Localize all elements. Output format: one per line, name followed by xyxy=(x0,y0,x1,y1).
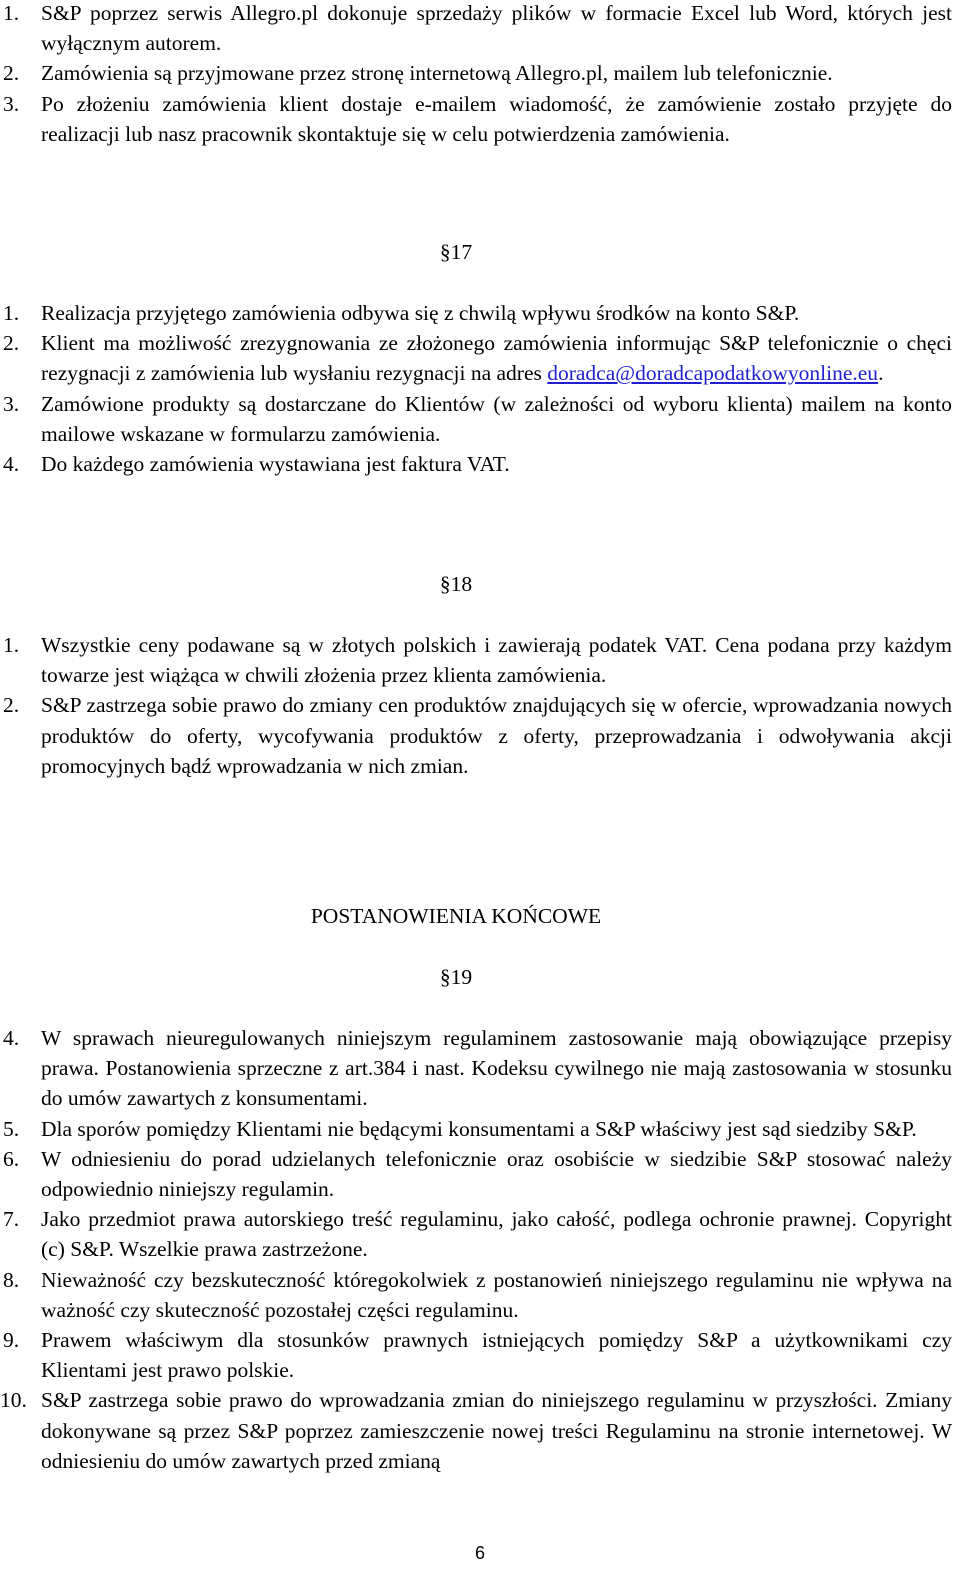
item-text: Nieważność czy bezskuteczność któregokolwiek z postanowień niniejszego regulaminu nie wpływa na ważność czy skuteczność pozostałej części regulaminu. xyxy=(41,1267,952,1322)
item-text: Zamówione produkty są dostarczane do Klientów (w zależności od wyboru klienta) mailem na konto mailowe wskazane w formularzu zamówienia. xyxy=(41,391,952,446)
item-number: 4. xyxy=(3,452,20,477)
email-link[interactable]: doradca@doradcapodatkowyonline.eu xyxy=(547,361,879,386)
item-number: 9. xyxy=(3,1328,20,1353)
list-item xyxy=(0,1144,960,1204)
item-number: 4. xyxy=(3,1026,20,1050)
item-number: 8. xyxy=(3,1267,20,1292)
list-item xyxy=(0,1204,960,1264)
item-text: W sprawach nieuregulowanych niniejszym regulaminem zastosowanie mają obowiązujące przepisy prawa. Postanowienia sprzeczne z art.384 i nast. Kodeksu cywilnego nie mają zastosowania w stosunku do umów zawartych z konsumentami. xyxy=(41,1026,952,1111)
page-number: 6 xyxy=(474,1543,485,1563)
item-text: Dla sporów pomiędzy Klientami nie będącymi konsumentami a S&P właściwy jest sąd siedziby S&P. xyxy=(41,1116,917,1141)
list-item xyxy=(0,630,960,690)
item-number: 1. xyxy=(3,1,20,25)
list-item xyxy=(0,449,960,479)
list-item xyxy=(0,389,960,449)
list-item xyxy=(0,1325,960,1385)
section-mark-19: §19 xyxy=(439,965,473,989)
section-18-list xyxy=(0,630,960,781)
list-item xyxy=(0,1385,960,1476)
item-number: 2. xyxy=(3,61,20,86)
list-item xyxy=(0,328,960,388)
item-number: 2. xyxy=(3,693,20,718)
item-text: Prawem właściwym dla stosunków prawnych istniejących pomiędzy S&P a użytkownikami czy Klientami jest prawo polskie. xyxy=(41,1328,952,1383)
item-text: S&P zastrzega sobie prawo do wprowadzania zmian do niniejszego regulaminu w przyszłości. Zmiany dokonywane są przez S&P poprzez zamieszczenie nowej treści Regulaminu na stronie internetowej. W odniesieniu do umów zawartych przed zmianą xyxy=(41,1388,952,1473)
item-number: 6. xyxy=(3,1146,20,1171)
list-item xyxy=(0,89,960,149)
list-item xyxy=(0,1114,960,1144)
item-text: Zamówienia są przyjmowane przez stronę internetową Allegro.pl, mailem lub telefonicznie. xyxy=(41,61,833,86)
section-17-list xyxy=(0,298,960,479)
item-text: Wszystkie ceny podawane są w złotych polskich i zawierają podatek VAT. Cena podana przy każdym towarze jest wiążąca w chwili złożenia przez klienta zamówienia. xyxy=(41,633,952,688)
list-item xyxy=(0,1023,960,1114)
item-text: S&P zastrzega sobie prawo do zmiany cen produktów znajdujących się w ofercie, wprowadzania nowych produktów do oferty, wycofywania produktów z oferty, przeprowadzania i odwoływania akcji promocyjnych bądź wprowadzania w nich zmian. xyxy=(41,693,952,778)
item-text: Do każdego zamówienia wystawiana jest faktura VAT. xyxy=(41,452,510,477)
list-item xyxy=(0,1265,960,1325)
item-text: W odniesieniu do porad udzielanych telefonicznie oraz osobiście w siedzibie S&P stosować należy odpowiednio niniejszy regulamin. xyxy=(41,1146,952,1202)
item-text: Po złożeniu zamówienia klient dostaje e-mailem wiadomość, że zamówienie zostało przyjęte do realizacji lub nasz pracownik skontaktuje się w celu potwierdzenia zamówienia. xyxy=(41,91,952,146)
final-provisions-list xyxy=(0,1023,960,1476)
section-mark-18: §18 xyxy=(439,572,473,596)
item-number: 10. xyxy=(0,1388,27,1413)
list-item xyxy=(0,298,960,328)
list-item xyxy=(0,58,960,88)
item-number: 3. xyxy=(3,91,20,116)
list-item xyxy=(0,690,960,781)
section-16-list xyxy=(0,0,960,149)
item-number: 3. xyxy=(3,391,20,416)
section-mark-17: §17 xyxy=(439,240,473,264)
list-item xyxy=(0,0,960,58)
item-number: 2. xyxy=(3,331,20,356)
item-number: 5. xyxy=(3,1116,20,1141)
item-text: Realizacja przyjętego zamówienia odbywa się z chwilą wpływu środków na konto S&P. xyxy=(41,301,800,325)
item-text: Jako przedmiot prawa autorskiego treść regulaminu, jako całość, podlega ochronie prawnej. Copyright (c) S&P. Wszelkie prawa zastrzeżone. xyxy=(41,1207,952,1262)
item-text: S&P poprzez serwis Allegro.pl dokonuje sprzedaży plików w formacie Excel lub Word, których jest wyłącznym autorem. xyxy=(41,1,952,56)
item-number: 1. xyxy=(3,301,20,325)
item-text: Klient ma możliwość zrezygnowania ze złożonego zamówienia informując S&P telefonicznie o chęci rezygnacji z zamówienia lub wysłaniu rezygnacji na adres xyxy=(41,331,952,386)
item-text-end: . xyxy=(878,361,884,386)
item-number: 7. xyxy=(3,1207,20,1232)
section-heading: POSTANOWIENIA KOŃCOWE xyxy=(310,904,602,928)
item-number: 1. xyxy=(3,633,20,657)
